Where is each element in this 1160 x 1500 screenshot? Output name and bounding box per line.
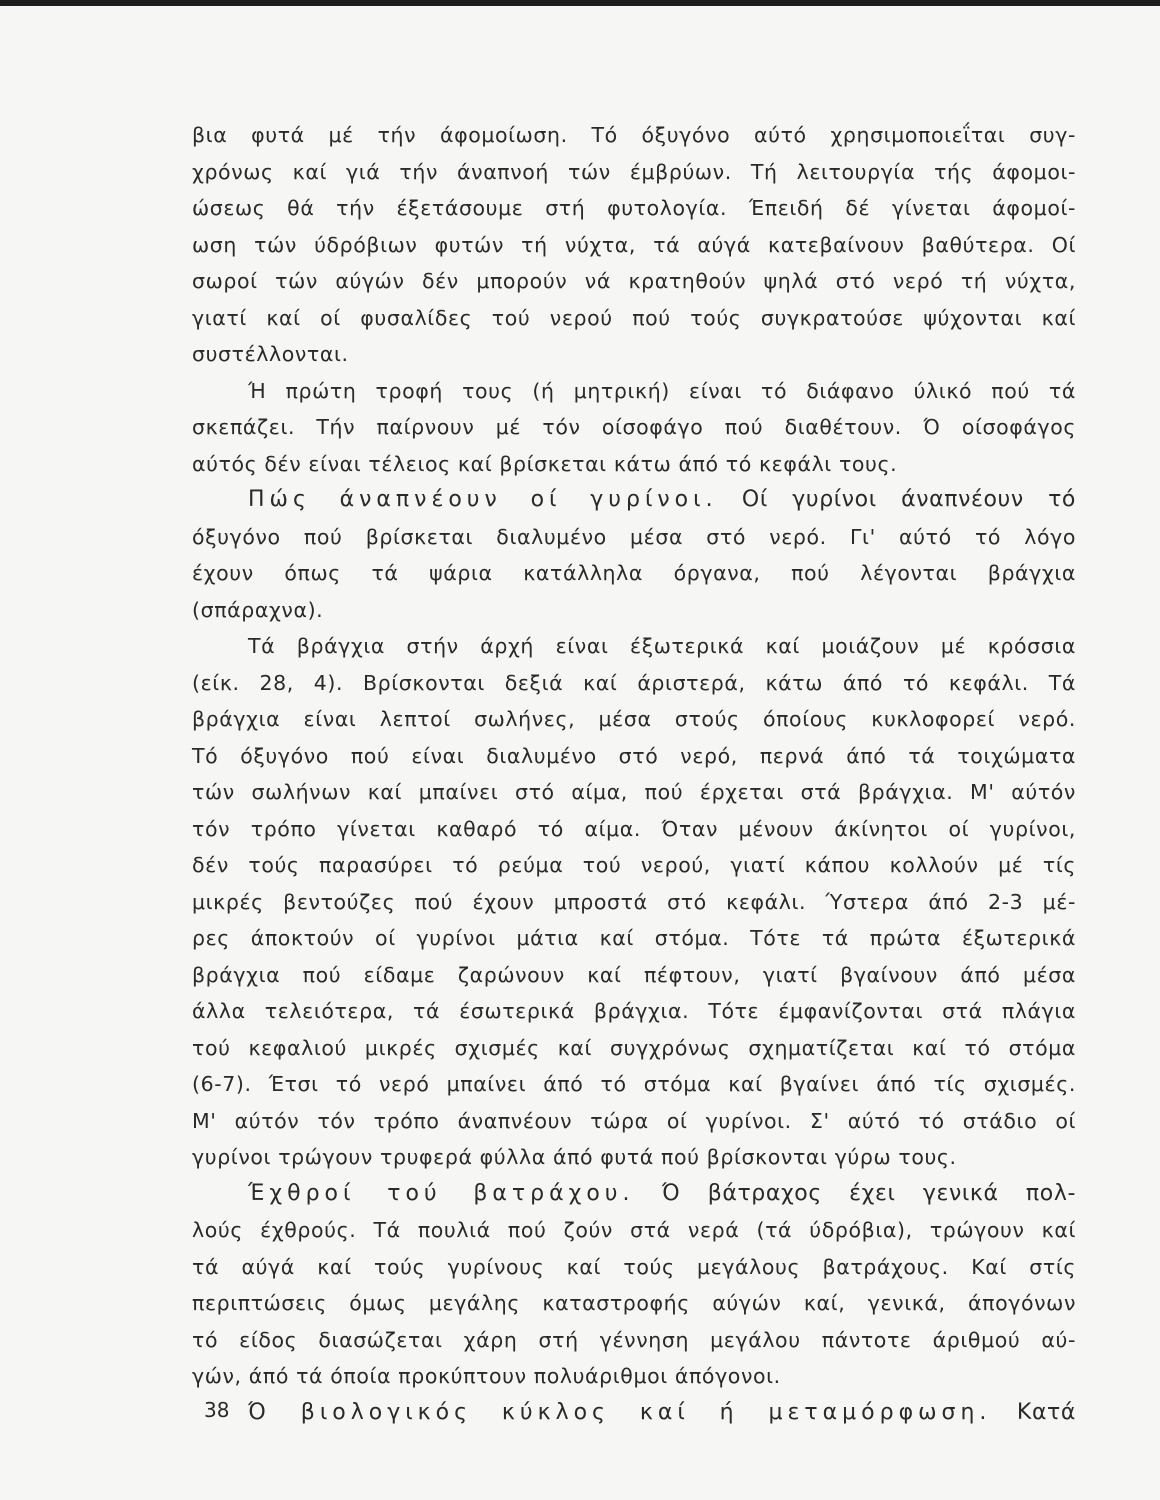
text-line — [192, 300, 1076, 337]
line-text: βράγχια είναι λεπτοί σωλήνες, μέσα στούς όποίους κυκλοφορεί νερό. — [192, 707, 1076, 731]
text-line — [192, 117, 1076, 154]
text-line — [192, 1103, 1076, 1140]
line-text: γών, άπό τά όποία προκύπτουν πολυάριθμοι άπόγονοι. — [192, 1364, 781, 1388]
text-line — [192, 1066, 1076, 1103]
scan-top-edge — [0, 0, 1160, 6]
text-line — [192, 592, 1076, 629]
line-text: γιατί καί οί φυσαλίδες τού νερού πού τούς συγκρατούσε ψύχονται καί — [192, 305, 1076, 330]
page-number: 38 — [204, 1398, 230, 1422]
line-text: Κατά — [991, 1399, 1076, 1425]
line-text: σκεπάζει. Τήν παίρνουν μέ τόν οίσοφάγο πού διαθέτουν. Ό οίσοφάγος — [192, 415, 1076, 439]
line-text: βράγχια πού είδαμε ζαρώνουν καί πέφτουν, γιατί βγαίνουν άπό μέσα — [192, 962, 1076, 987]
text-line — [192, 154, 1076, 191]
text-line — [192, 409, 1076, 446]
line-text: ρες άποκτούν οί γυρίνοι μάτια καί στόμα. Τότε τά πρώτα έξωτερικά — [192, 926, 1076, 950]
line-text: ώσεως θά τήν έξετάσουμε στή φυτολογία. Έπειδή δέ γίνεται άφομοί- — [192, 196, 1076, 220]
text-line — [192, 519, 1076, 556]
line-text: συστέλλονται. — [192, 342, 349, 366]
line-text: λούς έχθρούς. Τά πουλιά πού ζούν στά νερά (τά ύδρόβια), τρώγουν καί — [192, 1218, 1076, 1242]
line-text: χρόνως καί γιά τήν άναπνοή τών έμβρύων. Τή λειτουργία τής άφομοι- — [192, 159, 1076, 184]
text-line — [192, 1212, 1076, 1249]
line-text: ωση τών ύδρόβιων φυτών τή νύχτα, τά αύγά κατεβαίνουν βαθύτερα. Οί — [192, 232, 1076, 257]
line-text: τά αύγά καί τούς γυρίνους καί τούς μεγάλους βατράχους. Καί στίς — [192, 1254, 1076, 1279]
text-line — [192, 811, 1076, 848]
text-line — [192, 482, 1076, 519]
line-text: μικρές βεντούζες πού έχουν μπροστά στό κεφάλι. Ύστερα άπό 2-3 μέ- — [192, 889, 1076, 914]
line-text: σωροί τών αύγών δέν μπορούν νά κρατηθούν ψηλά στό νερό τή νύχτα, — [192, 269, 1076, 293]
line-text: Οί γυρίνοι άναπνέουν τό — [717, 487, 1076, 512]
line-text: δέν τούς παρασύρει τό ρεύμα τού νερού, γιατί κάπου κολλούν μέ τίς — [192, 853, 1076, 877]
line-text: τού κεφαλιού μικρές σχισμές καί συγχρόνως σχηματίζεται καί τό στόμα — [192, 1035, 1076, 1060]
line-text: αύτός δέν είναι τέλειος καί βρίσκεται κάτω άπό τό κεφάλι τους. — [192, 451, 898, 476]
line-text: όξυγόνο πού βρίσκεται διαλυμένο μέσα στό νερό. Γι' αύτό τό λόγο — [192, 524, 1076, 549]
text-line — [192, 628, 1076, 665]
text-line — [192, 1176, 1076, 1213]
text-line — [192, 263, 1076, 300]
text-line — [192, 1322, 1076, 1359]
line-text: βια φυτά μέ τήν άφομοίωση. Τό όξυγόνο αύτό χρησιμοποιεΐται συγ- — [192, 123, 1076, 147]
text-line — [192, 774, 1076, 811]
text-line — [192, 1285, 1076, 1322]
spaced-heading: Έχθροί τού βατράχου. — [248, 1180, 635, 1206]
line-text: τό είδος διασώζεται χάρη στή γέννηση μεγάλου πάντοτε άριθμού αύ- — [192, 1327, 1076, 1352]
line-text: (6-7). Έτσι τό νερό μπαίνει άπό τό στόμα καί βγαίνει άπό τίς σχισμές. — [192, 1072, 1076, 1096]
line-text: περιπτώσεις όμως μεγάλης καταστροφής αύγών καί, γενικά, άπογόνων — [192, 1291, 1076, 1315]
page-text — [192, 117, 1076, 1431]
text-line — [192, 373, 1076, 410]
text-line — [192, 920, 1076, 957]
line-text: γυρίνοι τρώγουν τρυφερά φύλλα άπό φυτά πού βρίσκονται γύρω τους. — [192, 1145, 957, 1169]
line-text: Τά βράγχια στήν άρχή είναι έξωτερικά καί μοιάζουν μέ κρόσσια — [248, 634, 1076, 658]
text-line — [192, 701, 1076, 738]
text-line — [192, 227, 1076, 264]
line-text: Ό βάτραχος έχει γενικά πολ- — [634, 1180, 1076, 1206]
spaced-heading: Ό βιολογικός κύκλος καί ή μεταμόρφωση. — [248, 1399, 992, 1425]
text-line — [192, 957, 1076, 994]
text-line — [192, 336, 1076, 373]
text-line — [192, 884, 1076, 921]
line-text: έχουν όπως τά ψάρια κατάλληλα όργανα, πού λέγονται βράγχια — [192, 561, 1076, 585]
line-text: Μ' αύτόν τόν τρόπο άναπνέουν τώρα οί γυρίνοι. Σ' αύτό τό στάδιο οί — [192, 1108, 1076, 1133]
text-line — [192, 847, 1076, 884]
text-line — [192, 1139, 1076, 1176]
text-line — [192, 1030, 1076, 1067]
text-line — [192, 1358, 1076, 1395]
line-text: άλλα τελειότερα, τά έσωτερικά βράγχια. Τότε έμφανίζονται στά πλάγια — [192, 999, 1076, 1023]
line-text: (σπάραχνα). — [192, 597, 324, 622]
line-text: Ή πρώτη τροφή τους (ή μητρική) είναι τό διάφανο ύλικό πού τά — [248, 378, 1076, 403]
text-line — [192, 738, 1076, 775]
line-text: τόν τρόπο γίνεται καθαρό τό αίμα. Όταν μένουν άκίνητοι οί γυρίνοι, — [192, 816, 1076, 841]
spaced-heading: Πώς άναπνέουν οί γυρίνοι. — [248, 487, 718, 512]
line-text: Τό όξυγόνο πού είναι διαλυμένο στό νερό, περνά άπό τά τοιχώματα — [192, 743, 1076, 768]
text-line — [192, 1249, 1076, 1286]
text-line — [192, 1395, 1076, 1432]
text-line — [192, 993, 1076, 1030]
line-text: τών σωλήνων καί μπαίνει στό αίμα, πού έρχεται στά βράγχια. Μ' αύτόν — [192, 780, 1076, 804]
text-line — [192, 446, 1076, 483]
text-line — [192, 555, 1076, 592]
line-text: (είκ. 28, 4). Βρίσκονται δεξιά καί άριστερά, κάτω άπό τό κεφάλι. Τά — [192, 670, 1076, 695]
text-line — [192, 190, 1076, 227]
text-line — [192, 665, 1076, 702]
